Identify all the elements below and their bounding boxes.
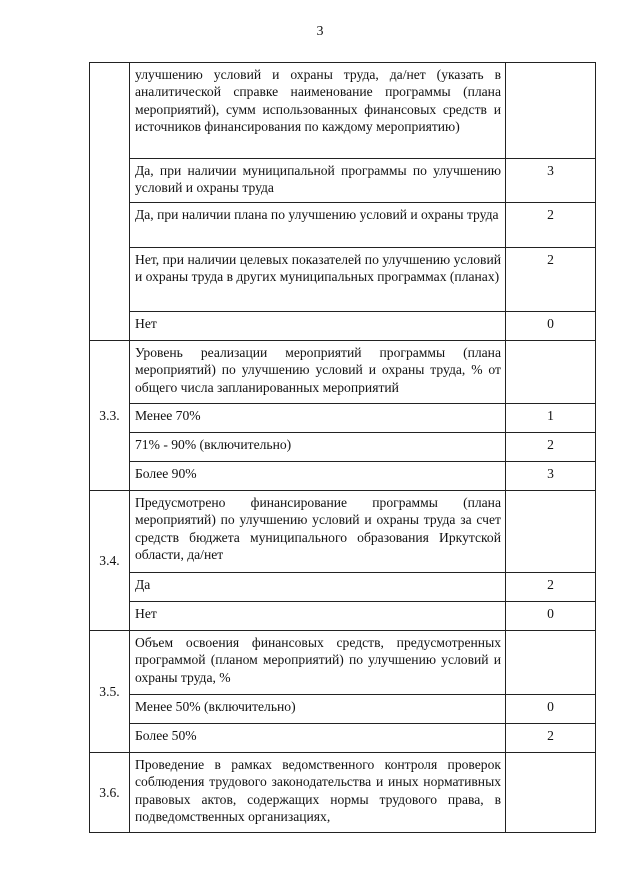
score-cell: 2 <box>506 248 596 312</box>
option-text: Более 90% <box>130 462 506 491</box>
option-text: Да, при наличии плана по улучшению условий и охраны труда <box>130 203 506 248</box>
table-row <box>90 462 596 491</box>
table-row <box>90 341 596 404</box>
score-cell: 2 <box>506 573 596 602</box>
criteria-table <box>89 62 596 833</box>
score-cell: 3 <box>506 159 596 203</box>
option-text: Да <box>130 573 506 602</box>
table-row <box>90 602 596 631</box>
option-text: Нет <box>130 312 506 341</box>
option-text: Нет, при наличии целевых показателей по улучшению условий и охраны труда в других муниципальных программах (планах) <box>130 248 506 312</box>
table-row <box>90 248 596 312</box>
score-cell: 0 <box>506 312 596 341</box>
table-row <box>90 695 596 724</box>
section-number: 3.3. <box>90 341 130 491</box>
table-row <box>90 753 596 833</box>
table-row <box>90 491 596 573</box>
table-row <box>90 159 596 203</box>
section-number-cell <box>90 63 130 341</box>
option-text: Менее 50% (включительно) <box>130 695 506 724</box>
criterion-title: Уровень реализации мероприятий программы (плана мероприятий) по улучшению условий и охраны труда, % от общего числа запланированных мероприятий <box>130 341 506 404</box>
table-row <box>90 404 596 433</box>
table-row <box>90 573 596 602</box>
section-number: 3.5. <box>90 631 130 753</box>
option-text: 71% - 90% (включительно) <box>130 433 506 462</box>
criterion-text: улучшению условий и охраны труда, да/нет (указать в аналитической справке наименование программы (плана мероприятий), сумм использованных финансовых средств и источников финансирования по каждому мероприятию) <box>130 63 506 159</box>
table-row <box>90 63 596 159</box>
score-cell: 3 <box>506 462 596 491</box>
score-cell <box>506 491 596 573</box>
score-cell: 2 <box>506 433 596 462</box>
criterion-title: Предусмотрено финансирование программы (плана мероприятий) по улучшению условий и охраны труда за счет средств бюджета муниципального образования Иркутской области, да/нет <box>130 491 506 573</box>
page-number: 3 <box>316 24 324 39</box>
score-cell: 2 <box>506 724 596 753</box>
score-cell <box>506 753 596 833</box>
score-cell: 2 <box>506 203 596 248</box>
table-row <box>90 203 596 248</box>
option-text: Менее 70% <box>130 404 506 433</box>
criterion-title: Объем освоения финансовых средств, предусмотренных программой (планом мероприятий) по улучшению условий и охраны труда, % <box>130 631 506 695</box>
table-row <box>90 724 596 753</box>
score-cell <box>506 631 596 695</box>
table-row <box>90 631 596 695</box>
criterion-title: Проведение в рамках ведомственного контроля проверок соблюдения трудового законодательства и иных нормативных правовых актов, содержащих нормы трудового права, в подведомственных организациях, <box>130 753 506 833</box>
score-cell <box>506 63 596 159</box>
option-text: Да, при наличии муниципальной программы по улучшению условий и охраны труда <box>130 159 506 203</box>
score-cell: 0 <box>506 695 596 724</box>
section-number: 3.4. <box>90 491 130 631</box>
score-cell: 1 <box>506 404 596 433</box>
table-row <box>90 433 596 462</box>
score-cell: 0 <box>506 602 596 631</box>
option-text: Нет <box>130 602 506 631</box>
table-row <box>90 312 596 341</box>
option-text: Более 50% <box>130 724 506 753</box>
section-number: 3.6. <box>90 753 130 833</box>
score-cell <box>506 341 596 404</box>
